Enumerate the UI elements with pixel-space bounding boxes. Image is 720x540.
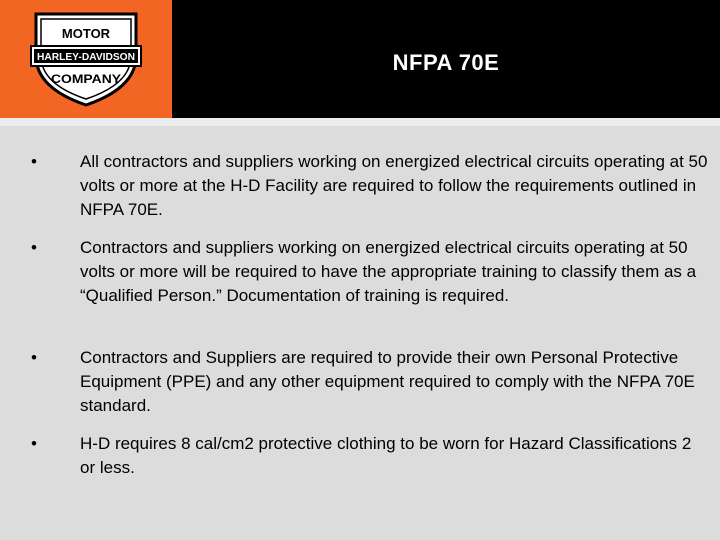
bullet-icon: • xyxy=(31,238,37,257)
slide-title: NFPA 70E xyxy=(392,50,500,75)
bullet-icon: • xyxy=(31,348,37,367)
bullet-icon: • xyxy=(31,152,37,171)
logo-middle-text: HARLEY-DAVIDSON xyxy=(37,51,135,63)
logo-panel xyxy=(0,0,172,118)
bullet-text: All contractors and suppliers working on energized electrical circuits operating at 50 volts or more at the H-D Facility are required to follow the requirements outlined in NFPA 70E. xyxy=(80,152,708,219)
slide-header xyxy=(0,0,720,118)
logo-bottom-text: COMPANY xyxy=(51,72,121,86)
bullet-text: Contractors and Suppliers are required to provide their own Personal Protective Equipment (PPE) and any other equipment required to comply with the NFPA 70E standard. xyxy=(80,348,695,415)
header-divider xyxy=(0,118,720,126)
bullet-text: Contractors and suppliers working on energized electrical circuits operating at 50 volts or more will be required to have the appropriate training to classify them as a “Qualified Person.” Documentation of training is required. xyxy=(80,238,697,305)
bullet-icon: • xyxy=(31,434,37,453)
slide-body xyxy=(0,126,720,540)
bar-and-shield-logo-icon xyxy=(30,10,142,108)
bullet-text: H-D requires 8 cal/cm2 protective clothing to be worn for Hazard Classifications 2 or less. xyxy=(80,434,692,477)
logo-top-text: MOTOR xyxy=(61,26,111,41)
